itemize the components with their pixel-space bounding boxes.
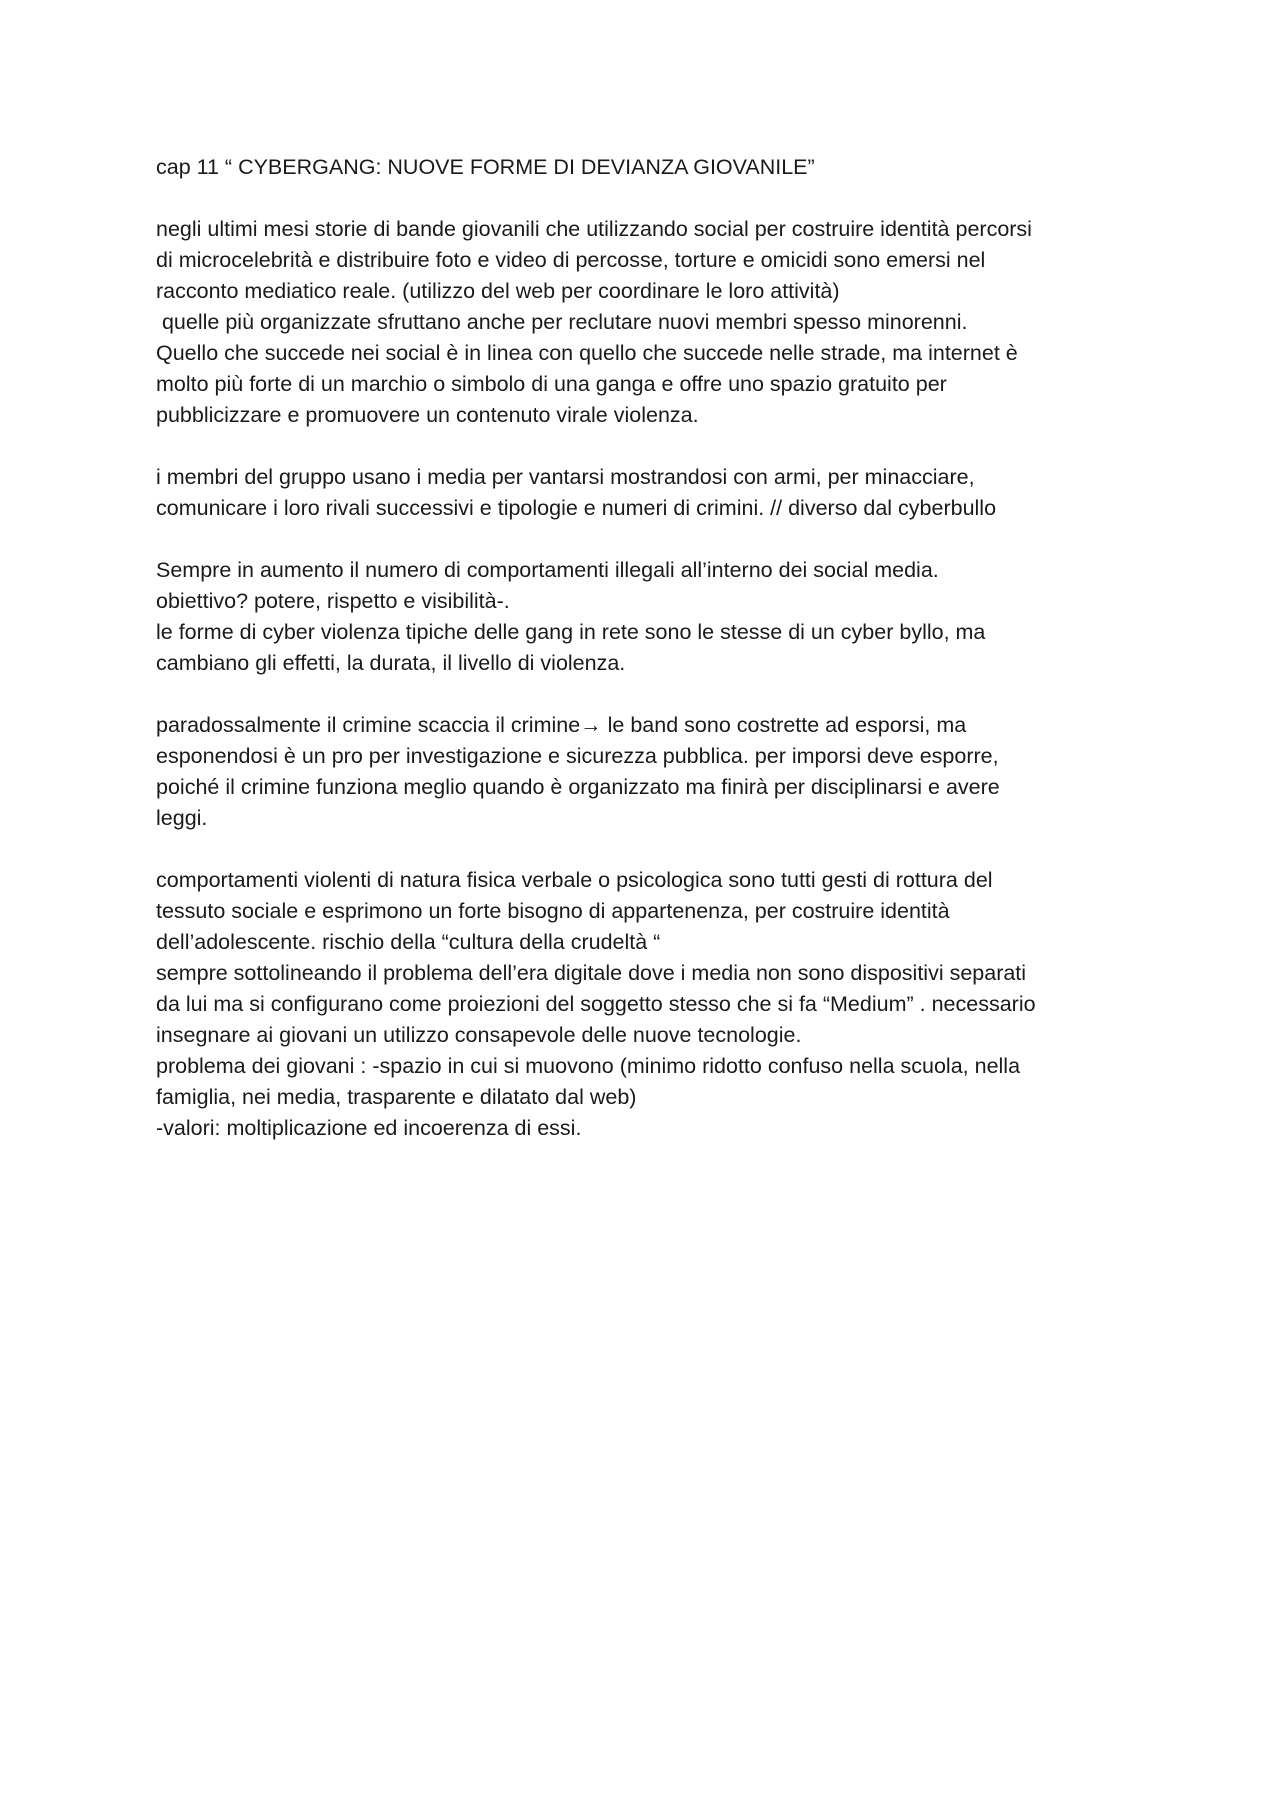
text-line: molto più forte di un marchio o simbolo di una ganga e offre uno spazio gratuito per bbox=[156, 372, 947, 396]
text-line: Quello che succede nei social è in linea con quello che succede nelle strade, ma internet è bbox=[156, 341, 1018, 365]
text-line: racconto mediatico reale. (utilizzo del web per coordinare le loro attività) bbox=[156, 279, 840, 303]
text-line: di microcelebrità e distribuire foto e video di percosse, torture e omicidi sono emersi nel bbox=[156, 248, 986, 272]
document-title: cap 11 “ CYBERGANG: NUOVE FORME DI DEVIANZA GIOVANILE” bbox=[156, 155, 815, 179]
text-line: esponendosi è un pro per investigazione e sicurezza pubblica. per imporsi deve esporre, bbox=[156, 744, 999, 768]
paragraph-4 bbox=[156, 710, 1156, 834]
text-line: comportamenti violenti di natura fisica verbale o psicologica sono tutti gesti di rottura del bbox=[156, 868, 993, 892]
text-line: famiglia, nei media, trasparente e dilatato dal web) bbox=[156, 1085, 637, 1109]
text-line: sempre sottolineando il problema dell’era digitale dove i media non sono dispositivi separati bbox=[156, 961, 1027, 985]
text-line: -valori: moltiplicazione ed incoerenza di essi. bbox=[156, 1116, 582, 1140]
document-body bbox=[156, 152, 1156, 1144]
text-line: insegnare ai giovani un utilizzo consapevole delle nuove tecnologie. bbox=[156, 1023, 802, 1047]
paragraph-2 bbox=[156, 462, 1156, 524]
paragraph-3 bbox=[156, 555, 1156, 679]
text-line: tessuto sociale e esprimono un forte bisogno di appartenenza, per costruire identità bbox=[156, 899, 950, 923]
text-line: comunicare i loro rivali successivi e tipologie e numeri di crimini. // diverso dal cyberbullo bbox=[156, 496, 997, 520]
text-line: negli ultimi mesi storie di bande giovanili che utilizzando social per costruire identità percorsi bbox=[156, 217, 1032, 241]
text-line: i membri del gruppo usano i media per vantarsi mostrandosi con armi, per minacciare, bbox=[156, 465, 975, 489]
text-line: leggi. bbox=[156, 806, 208, 830]
text-line: problema dei giovani : -spazio in cui si muovono (minimo ridotto confuso nella scuola, nella bbox=[156, 1054, 1021, 1078]
text-line: Sempre in aumento il numero di comportamenti illegali all’interno dei social media. bbox=[156, 558, 939, 582]
text-line: le forme di cyber violenza tipiche delle gang in rete sono le stesse di un cyber byllo, ma bbox=[156, 620, 986, 644]
text-line: da lui ma si configurano come proiezioni del soggetto stesso che si fa “Medium” . necessario bbox=[156, 992, 1036, 1016]
text-line: poiché il crimine funziona meglio quando è organizzato ma finirà per disciplinarsi e avere bbox=[156, 775, 1000, 799]
text-line: dell’adolescente. rischio della “cultura della crudeltà “ bbox=[156, 930, 661, 954]
text-line: pubblicizzare e promuovere un contenuto virale violenza. bbox=[156, 403, 699, 427]
text-line: paradossalmente il crimine scaccia il crimine→ le band sono costrette ad esporsi, ma bbox=[156, 713, 967, 737]
paragraph-1 bbox=[156, 214, 1156, 431]
text-line: cambiano gli effetti, la durata, il livello di violenza. bbox=[156, 651, 626, 675]
paragraph-5 bbox=[156, 865, 1156, 1144]
text-line: quelle più organizzate sfruttano anche per reclutare nuovi membri spesso minorenni. bbox=[156, 310, 968, 334]
text-line: obiettivo? potere, rispetto e visibilità-. bbox=[156, 589, 510, 613]
